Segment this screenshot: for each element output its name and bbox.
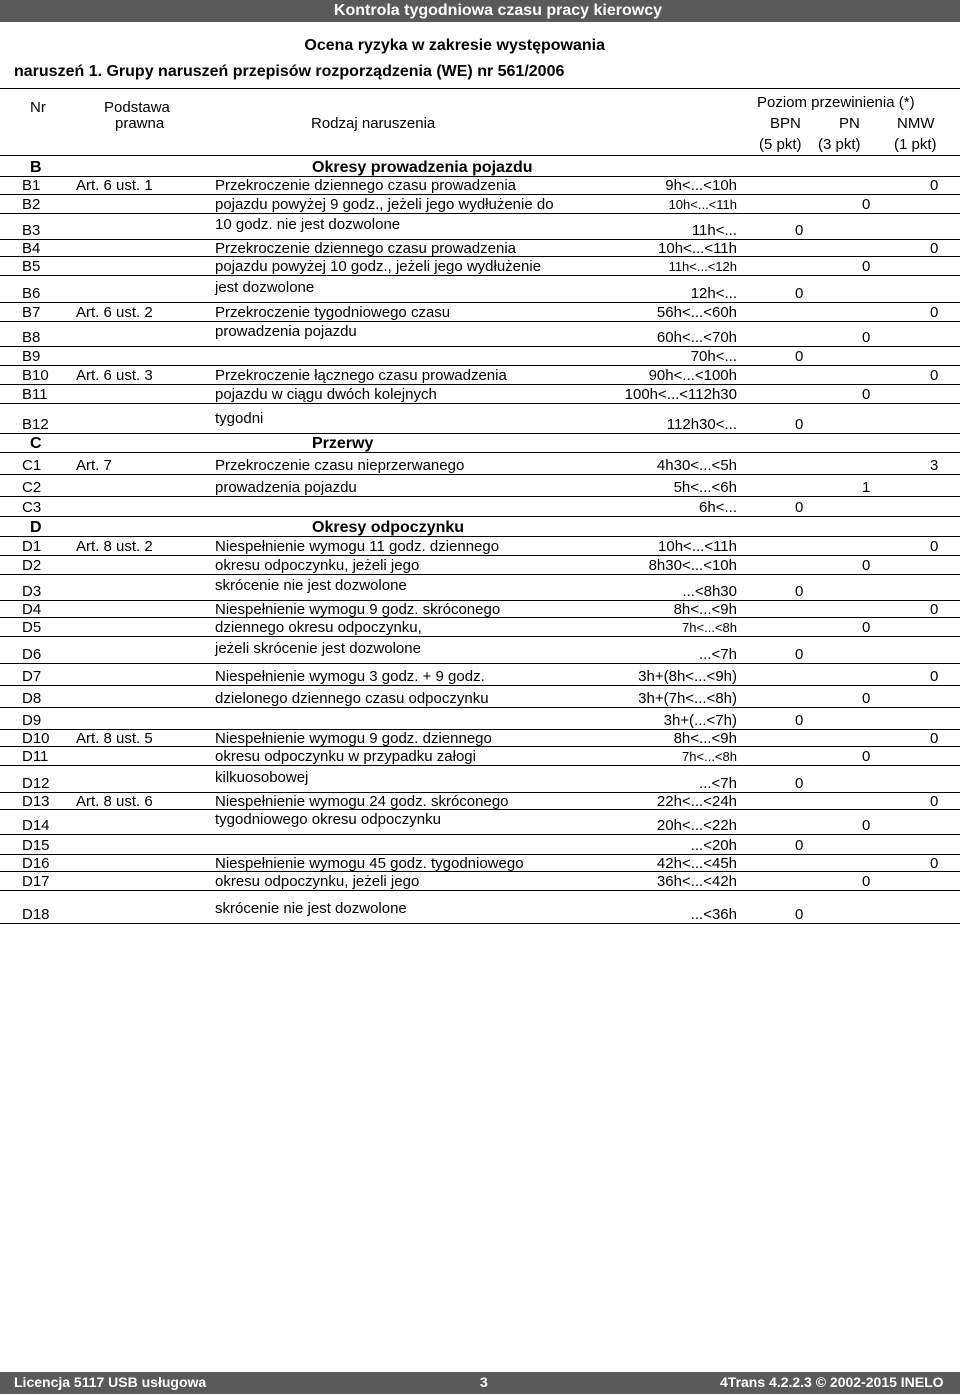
violation-count-bpn: 0 — [795, 837, 804, 854]
row-number: B12 — [22, 416, 49, 433]
violation-description: kilkuosobowej — [215, 769, 309, 786]
header-nmw-points: (1 pkt) — [894, 136, 937, 153]
header-level: Poziom przewinienia (*) — [757, 94, 915, 111]
violation-description: 10 godz. nie jest dozwolone — [215, 216, 401, 233]
violation-count-pn: 0 — [862, 619, 871, 636]
legal-basis: Art. 8 ust. 6 — [76, 793, 153, 810]
violation-count-pn: 0 — [862, 196, 871, 213]
header-pn-points: (3 pkt) — [818, 136, 861, 153]
table-row — [0, 730, 960, 747]
violation-description: okresu odpoczynku w przypadku załogi — [215, 748, 476, 765]
section-row — [0, 517, 960, 537]
row-number: D17 — [22, 873, 50, 890]
row-number: B10 — [22, 367, 49, 384]
footer-product: 4Trans 4.2.2.3 © 2002-2015 INELO — [720, 1374, 944, 1390]
table-row — [0, 257, 960, 276]
legal-basis: Art. 8 ust. 5 — [76, 730, 153, 747]
violation-description: skrócenie nie jest dozwolone — [215, 577, 407, 594]
header-title: Kontrola tygodniowa czasu pracy kierowcy — [333, 2, 662, 19]
legal-basis: Art. 6 ust. 1 — [76, 177, 153, 194]
violation-count-bpn: 0 — [795, 499, 804, 516]
violation-description: pojazdu w ciągu dwóch kolejnych — [215, 386, 437, 403]
header-nmw: NMW — [897, 115, 935, 132]
footer-license: Licencja 5117 USB usługowa — [14, 1374, 207, 1390]
row-number: C1 — [22, 457, 42, 474]
violation-description: Przekroczenie tygodniowego czasu — [215, 304, 451, 321]
threshold-range: 8h<...<9h — [673, 730, 737, 747]
table-row — [0, 303, 960, 322]
violation-description: prowadzenia pojazdu — [215, 479, 357, 496]
row-number: B1 — [22, 177, 41, 194]
violation-count-bpn: 0 — [795, 222, 804, 239]
row-number: B5 — [22, 258, 41, 275]
row-number: B3 — [22, 222, 41, 239]
row-number: D6 — [22, 646, 42, 663]
row-number: B2 — [22, 196, 41, 213]
table-row — [0, 385, 960, 404]
row-number: B6 — [22, 285, 41, 302]
threshold-range: 20h<...<22h — [656, 817, 737, 834]
threshold-range: 3h+(8h<...<9h) — [638, 668, 737, 685]
violation-count-nmw: 0 — [930, 855, 939, 872]
row-number: B8 — [22, 329, 41, 346]
violation-count-bpn: 0 — [795, 775, 804, 792]
row-number: B — [30, 159, 42, 176]
threshold-range: ...<7h — [699, 775, 737, 792]
violation-count-nmw: 0 — [930, 240, 939, 257]
threshold-range: 100h<...<112h30 — [624, 386, 737, 403]
row-number: B9 — [22, 348, 41, 365]
document-title-line2: naruszeń 1. Grupy naruszeń przepisów rozporządzenia (WE) nr 561/2006 — [14, 63, 565, 80]
row-number: D1 — [22, 538, 42, 555]
row-number: D12 — [22, 775, 50, 792]
table-row — [0, 475, 960, 497]
violation-count-pn: 0 — [862, 873, 871, 890]
row-number: D15 — [22, 837, 50, 854]
violation-count-nmw: 3 — [930, 457, 939, 474]
violation-description: Niespełnienie wymogu 9 godz. dziennego — [215, 730, 492, 747]
threshold-range: ...<36h — [690, 906, 737, 923]
violation-description: Niespełnienie wymogu 45 godz. tygodniowego — [215, 855, 524, 872]
violation-count-pn: 0 — [862, 817, 871, 834]
row-number: D8 — [22, 690, 42, 707]
legal-basis: Art. 8 ust. 2 — [76, 538, 153, 555]
violation-count-pn: 0 — [862, 557, 871, 574]
threshold-range: 112h30<... — [666, 416, 737, 433]
violation-count-pn: 0 — [862, 690, 871, 707]
row-number: D9 — [22, 712, 42, 729]
table-row — [0, 322, 960, 347]
section-title: Okresy odpoczynku — [312, 519, 465, 536]
violation-count-bpn: 0 — [795, 416, 804, 433]
table-row — [0, 601, 960, 618]
page-footer-bar — [0, 1372, 960, 1394]
table-row — [0, 176, 960, 195]
table-row — [0, 835, 960, 855]
violation-description: okresu odpoczynku, jeżeli jego — [215, 873, 420, 890]
footer-page-number: 3 — [480, 1374, 488, 1390]
violation-description: Przekroczenie dziennego czasu prowadzenia — [215, 240, 517, 257]
header-nr: Nr — [30, 99, 46, 116]
threshold-range: 3h+(7h<...<8h) — [638, 690, 737, 707]
violation-count-bpn: 0 — [795, 583, 804, 600]
violation-count-pn: 0 — [862, 386, 871, 403]
row-number: D13 — [22, 793, 50, 810]
threshold-range: 11h<...<12h — [668, 259, 737, 274]
violation-count-nmw: 0 — [930, 177, 939, 194]
threshold-range: ...<7h — [699, 646, 737, 663]
violation-description: Niespełnienie wymogu 9 godz. skróconego — [215, 601, 501, 618]
table-row — [0, 366, 960, 385]
table-row — [0, 793, 960, 810]
table-row — [0, 240, 960, 257]
row-number: D7 — [22, 668, 42, 685]
row-number: C2 — [22, 479, 42, 496]
header-type: Rodzaj naruszenia — [311, 115, 436, 132]
threshold-range: 10h<...<11h — [668, 197, 737, 212]
table-row — [0, 347, 960, 366]
threshold-range: 3h+(...<7h) — [663, 712, 737, 729]
row-number: D10 — [22, 730, 50, 747]
section-row — [0, 434, 960, 453]
violation-description: prowadzenia pojazdu — [215, 323, 357, 340]
threshold-range: 7h<...<8h — [682, 620, 737, 635]
table-row — [0, 664, 960, 686]
row-number: D14 — [22, 817, 50, 834]
violation-description: tygodniowego okresu odpoczynku — [215, 811, 441, 828]
table-row — [0, 213, 960, 240]
threshold-range: 6h<... — [699, 499, 737, 516]
violation-description: Przekroczenie dziennego czasu prowadzenia — [215, 177, 517, 194]
violation-description: jest dozwolone — [215, 279, 315, 296]
row-number: B4 — [22, 240, 41, 257]
threshold-range: 12h<... — [690, 285, 737, 302]
table-row — [0, 810, 960, 835]
table-row — [0, 872, 960, 891]
violation-count-bpn: 0 — [795, 348, 804, 365]
threshold-range: ...<20h — [690, 837, 737, 854]
violation-description: dziennego okresu odpoczynku, — [215, 619, 422, 636]
table-row — [0, 686, 960, 708]
violation-description: pojazdu powyżej 9 godz., jeżeli jego wydłużenie do — [215, 196, 554, 213]
table-row — [0, 618, 960, 637]
legal-basis: Art. 6 ust. 3 — [76, 367, 153, 384]
threshold-range: 9h<...<10h — [665, 177, 737, 194]
violation-count-bpn: 0 — [795, 646, 804, 663]
threshold-range: 7h<...<8h — [682, 749, 737, 764]
row-number: D — [30, 519, 42, 536]
threshold-range: 8h<...<9h — [673, 601, 737, 618]
table-row — [0, 497, 960, 517]
violation-count-nmw: 0 — [930, 730, 939, 747]
violation-description: pojazdu powyżej 10 godz., jeżeli jego wydłużenie — [215, 258, 542, 275]
violation-description: Przekroczenie czasu nieprzerwanego — [215, 457, 465, 474]
violation-count-pn: 0 — [862, 748, 871, 765]
table-row — [0, 556, 960, 575]
document-title-line1: Ocena ryzyka w zakresie występowania — [304, 37, 605, 54]
threshold-range: 56h<...<60h — [656, 304, 737, 321]
table-row — [0, 404, 960, 434]
violation-description: tygodni — [215, 410, 264, 427]
table-row — [0, 195, 960, 214]
violation-count-bpn: 0 — [795, 712, 804, 729]
violation-description: jeżeli skrócenie jest dozwolone — [215, 640, 421, 657]
row-number: D2 — [22, 557, 42, 574]
violation-description: Przekroczenie łącznego czasu prowadzenia — [215, 367, 507, 384]
section-title: Przerwy — [312, 435, 374, 452]
threshold-range: 5h<...<6h — [673, 479, 737, 496]
violation-count-pn: 1 — [862, 479, 871, 496]
violation-count-pn: 0 — [862, 329, 871, 346]
row-number: D16 — [22, 855, 50, 872]
table-row — [0, 891, 960, 924]
table-row — [0, 453, 960, 475]
violation-count-bpn: 0 — [795, 906, 804, 923]
header-bpn: BPN — [770, 115, 801, 132]
header-basis-line2: prawna — [115, 115, 165, 132]
table-row — [0, 637, 960, 664]
table-row — [0, 855, 960, 872]
violation-count-nmw: 0 — [930, 304, 939, 321]
row-number: B11 — [22, 386, 48, 403]
threshold-range: 10h<...<11h — [658, 538, 737, 555]
violation-description: Niespełnienie wymogu 3 godz. + 9 godz. — [215, 668, 485, 685]
violation-description: Niespełnienie wymogu 24 godz. skróconego — [215, 793, 509, 810]
violation-description: Niespełnienie wymogu 11 godz. dziennego — [215, 538, 500, 555]
row-number: D18 — [22, 906, 50, 923]
violation-count-pn: 0 — [862, 258, 871, 275]
legal-basis: Art. 6 ust. 2 — [76, 304, 153, 321]
violation-count-nmw: 0 — [930, 793, 939, 810]
table-row — [0, 575, 960, 601]
section-title: Okresy prowadzenia pojazdu — [312, 159, 533, 176]
table-row — [0, 708, 960, 730]
row-number: D11 — [22, 748, 49, 765]
threshold-range: 70h<... — [690, 348, 737, 365]
threshold-range: 90h<...<100h — [648, 367, 737, 384]
header-pn: PN — [839, 115, 860, 132]
table-row — [0, 537, 960, 556]
threshold-range: 42h<...<45h — [656, 855, 737, 872]
threshold-range: 10h<...<11h — [658, 240, 737, 257]
table-row — [0, 276, 960, 303]
table-row — [0, 766, 960, 793]
row-number: D4 — [22, 601, 42, 618]
row-number: B7 — [22, 304, 41, 321]
violation-description: skrócenie nie jest dozwolone — [215, 900, 407, 917]
table-top-rule — [0, 88, 960, 89]
threshold-range: 8h30<...<10h — [648, 557, 737, 574]
header-basis-line1: Podstawa — [104, 99, 170, 116]
violation-count-nmw: 0 — [930, 668, 939, 685]
threshold-range: 22h<...<24h — [656, 793, 737, 810]
header-bpn-points: (5 pkt) — [759, 136, 802, 153]
table-row — [0, 747, 960, 766]
threshold-range: 36h<...<42h — [656, 873, 737, 890]
threshold-range: ...<8h30 — [682, 583, 737, 600]
violation-description: dzielonego dziennego czasu odpoczynku — [215, 690, 489, 707]
row-number: D5 — [22, 619, 42, 636]
violation-count-nmw: 0 — [930, 538, 939, 555]
row-number: C — [30, 435, 42, 452]
legal-basis: Art. 7 — [76, 457, 112, 474]
violation-count-bpn: 0 — [795, 285, 804, 302]
row-number: C3 — [22, 499, 42, 516]
section-row — [0, 156, 960, 177]
threshold-range: 4h30<...<5h — [656, 457, 737, 474]
threshold-range: 60h<...<70h — [656, 329, 737, 346]
violation-description: okresu odpoczynku, jeżeli jego — [215, 557, 420, 574]
violation-count-nmw: 0 — [930, 367, 939, 384]
row-number: D3 — [22, 583, 42, 600]
threshold-range: 11h<... — [691, 222, 737, 239]
page-header-bar — [0, 0, 960, 22]
violation-count-nmw: 0 — [930, 601, 939, 618]
